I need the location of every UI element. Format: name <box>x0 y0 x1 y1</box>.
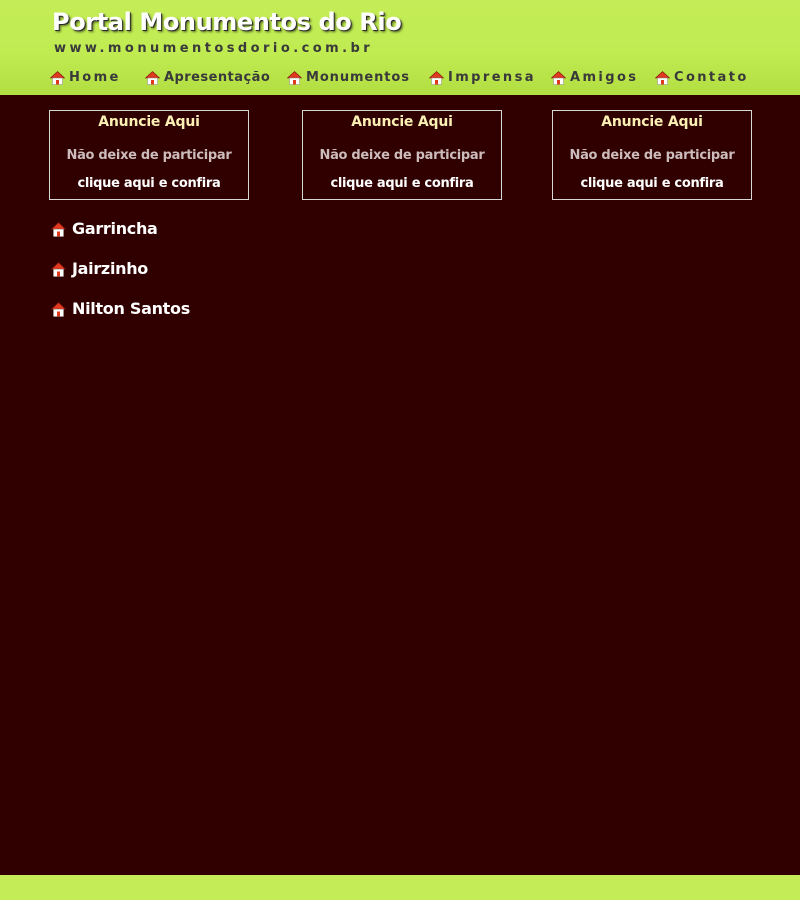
monument-label: Nilton Santos <box>72 299 190 318</box>
monument-label: Garrincha <box>72 219 158 238</box>
ad-title: Anuncie Aqui <box>98 114 200 130</box>
nav-label: Imprensa <box>448 70 536 85</box>
ad-title: Anuncie Aqui <box>601 114 703 130</box>
ad-title: Anuncie Aqui <box>351 114 453 130</box>
house-icon <box>51 222 66 237</box>
ad-link-text[interactable]: clique aqui e confira <box>580 176 724 191</box>
ad-link-text[interactable]: clique aqui e confira <box>77 176 221 191</box>
nav-label: Monumentos <box>306 70 410 85</box>
house-icon <box>145 71 160 85</box>
nav-item-monumentos[interactable] <box>287 69 410 87</box>
nav-label: Home <box>69 70 121 85</box>
ad-subtitle: Não deixe de participar <box>319 148 485 163</box>
monument-link-garrincha[interactable] <box>51 219 158 239</box>
house-icon <box>287 71 302 85</box>
house-icon <box>50 71 65 85</box>
nav-item-imprensa[interactable] <box>429 69 536 87</box>
site-title[interactable]: Portal Monumentos do Rio <box>52 8 402 36</box>
nav-label: Amigos <box>570 70 639 85</box>
nav-item-home[interactable] <box>50 69 121 87</box>
monument-link-jairzinho[interactable] <box>51 259 148 279</box>
monument-label: Jairzinho <box>72 259 148 278</box>
house-icon <box>51 302 66 317</box>
nav-label: Contato <box>674 70 749 85</box>
house-icon <box>551 71 566 85</box>
site-url: www.monumentosdorio.com.br <box>54 41 374 56</box>
nav-item-amigos[interactable] <box>551 69 638 87</box>
house-icon <box>51 262 66 277</box>
footer-bar <box>0 875 800 900</box>
nav-item-contato[interactable] <box>655 69 749 87</box>
ad-box[interactable] <box>302 110 502 200</box>
ad-link-text[interactable]: clique aqui e confira <box>330 176 474 191</box>
ad-subtitle: Não deixe de participar <box>569 148 735 163</box>
ad-box[interactable] <box>49 110 249 200</box>
nav-item-apresentacao[interactable] <box>145 69 270 87</box>
house-icon <box>429 71 444 85</box>
nav-label: Apresentação <box>164 70 271 85</box>
site-header <box>0 0 800 95</box>
ad-subtitle: Não deixe de participar <box>66 148 232 163</box>
house-icon <box>655 71 670 85</box>
monument-link-nilton-santos[interactable] <box>51 299 190 319</box>
ad-box[interactable] <box>552 110 752 200</box>
